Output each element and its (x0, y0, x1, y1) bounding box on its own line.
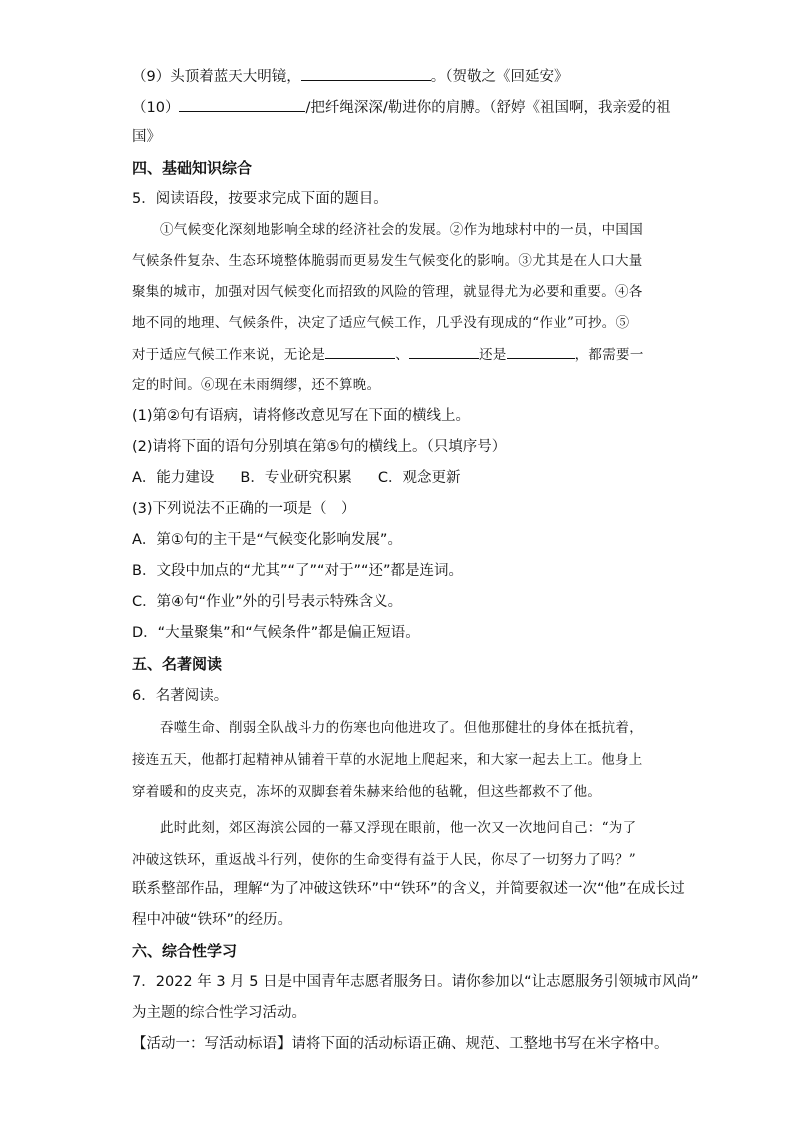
passage-line: 聚集的城市，加强对因气候变化而招致的风险的管理，就显得尤为必要和重要。④各 (132, 284, 643, 300)
question-stem: 6．名著阅读。 (132, 688, 229, 704)
passage-text: 对于适应气候工作来说，无论是 (132, 347, 326, 363)
option-c: C．观念更新 (377, 470, 461, 486)
section-heading: 六、综合性学习 (132, 942, 238, 960)
passage-line: 气候条件复杂、生态环境整体脆弱而更易发生气候变化的影响。③尤其是在人口大量 (132, 253, 643, 269)
passage-line: 地不同的地理、气候条件，决定了适应气候工作，几乎没有现成的“作业”可抄。⑤ (132, 315, 630, 331)
section-heading: 五、名著阅读 (132, 655, 223, 673)
passage-text: ，都需要一 (574, 347, 644, 363)
poem-item-10 (132, 97, 670, 118)
choice-d: D．“大量聚集”和“气候条件”都是偏正短语。 (132, 625, 420, 641)
choice-b: B．文段中加点的“尤其”“了”“对于”“还”都是连词。 (132, 563, 464, 579)
poem-item-10-text: /把纤绳深深/勒进你的肩膊。（舒婷《祖国啊，我亲爱的祖 (305, 100, 671, 116)
option-a: A．能力建设 (132, 470, 215, 486)
passage-blank[interactable] (409, 344, 479, 359)
activity-instruction: 【活动一：写活动标语】请将下面的活动标语正确、规范、工整地书写在米字格中。 (132, 1036, 669, 1052)
question-prompt: 联系整部作品，理解“为了冲破这铁环”中“铁环”的含义，并简要叙述一次“他”在成长过 (132, 881, 685, 897)
option-b: B．专业研究积累 (240, 470, 352, 486)
excerpt-line: 冲破这铁环，重返战斗行列，使你的生命变得有益于人民，你尽了一切努力了吗？” (132, 852, 637, 868)
sub-question: (2)请将下面的语句分别填在第⑤句的横线上。（只填序号） (132, 439, 507, 455)
excerpt-line: 穿着暖和的皮夹克，冻坏的双脚套着朱赫来给他的毡靴，但这些都救不了他。 (132, 784, 602, 800)
passage-line: ①气候变化深刻地影响全球的经济社会的发展。②作为地球村中的一员，中国国 (160, 222, 643, 238)
passage-blank[interactable] (507, 344, 575, 359)
choice-a: A．第①句的主干是“气候变化影响发展”。 (132, 532, 402, 548)
question-stem: 7．2022 年 3 月 5 日是中国青年志愿者服务日。请你参加以“让志愿服务引领城市风尚” (132, 974, 699, 990)
question-stem: 5．阅读语段，按要求完成下面的题目。 (132, 191, 388, 207)
poem-item-10-continuation: 国》 (132, 129, 161, 145)
excerpt-line: 接连五天，他都打起精神从铺着干草的水泥地上爬起来，和大家一起去上工。他身上 (132, 752, 643, 768)
poem-item-9-text: （9）头顶着蓝天大明镜， (132, 69, 301, 85)
poem-item-9-source: 。（贺敬之《回延安》 (430, 69, 569, 85)
sub-question: (3)下列说法不正确的一项是（ ） (132, 501, 356, 517)
answer-blank[interactable] (301, 66, 431, 81)
question-prompt: 程中冲破“铁环”的经历。 (132, 912, 293, 928)
sub-question: (1)第②句有语病，请将修改意见写在下面的横线上。 (132, 408, 471, 424)
passage-blank[interactable] (325, 344, 395, 359)
passage-text: 、 (395, 347, 410, 363)
question-stem: 为主题的综合性学习活动。 (132, 1005, 306, 1021)
excerpt-line: 此时此刻，郊区海滨公园的一幕又浮现在眼前，他一次又一次地问自己：“为了 (160, 820, 637, 836)
section-heading: 四、基础知识综合 (132, 159, 253, 177)
answer-blank[interactable] (179, 97, 305, 112)
option-row (132, 468, 487, 488)
passage-line: 定的时间。⑥现在未雨绸缪，还不算晚。 (132, 377, 381, 393)
passage-line-blanks (132, 344, 644, 365)
poem-item-9 (132, 66, 568, 87)
passage-text: 还是 (479, 347, 507, 363)
excerpt-line: 吞噬生命、削弱全队战斗力的伤寒也向他进攻了。但他那健壮的身体在抵抗着， (160, 720, 643, 736)
choice-c: C．第④句“作业”外的引号表示特殊含义。 (132, 594, 403, 610)
poem-item-10-number: （10） (132, 100, 180, 116)
